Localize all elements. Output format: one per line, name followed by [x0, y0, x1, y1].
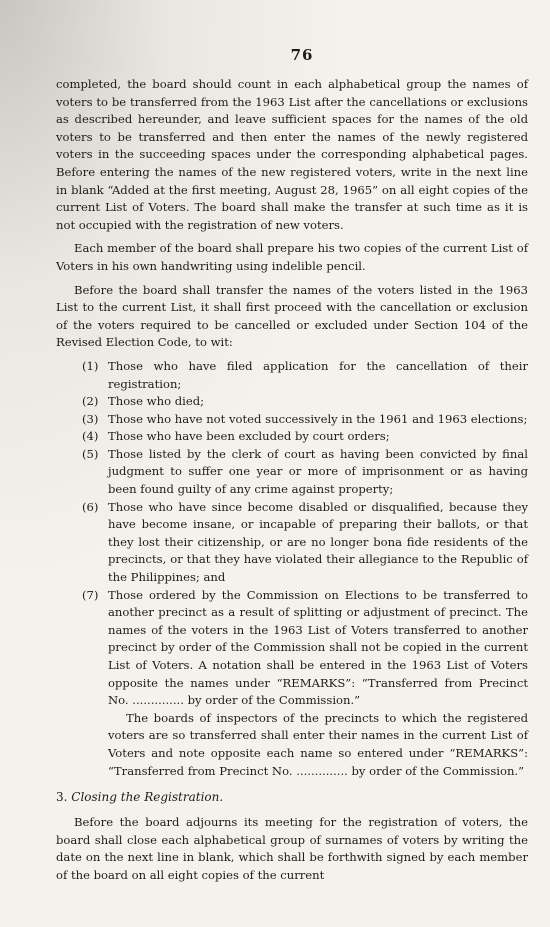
section-title: Closing the Registration.	[71, 790, 224, 805]
list-item	[56, 587, 528, 710]
paragraph-handwriting: Each member of the board shall prepare his two copies of the current List of Voters in his own handwriting using indelible pencil.	[56, 241, 528, 273]
list-item-text: Those who have been excluded by court orders;	[108, 429, 390, 444]
page-number: 76	[290, 46, 314, 64]
list-item	[56, 358, 528, 393]
list-item-text: Those ordered by the Commission on Elections to be transferred to another precinct as a result of splitting or adjustment of precinct. The names of the voters in the 1963 List of Voters transferred to another precinct by order of the Commission shall not be copied in the current List of Voters. A notation shall be entered in the 1963 List of Voters opposite the names under “REMARKS”: “Transferred from Precinct No. .............. by order of the Commission.”	[108, 587, 528, 708]
paragraph-closing: Before the board adjourns its meeting for the registration of voters, the board shall close each alphabetical group of surnames of voters by writing the date on the next line in blank, which shall be forthwith signed by each member of the board on all eight copies of the current	[56, 815, 528, 882]
paragraph-transfer: Before the board shall transfer the names of the voters listed in the 1963 List to the current List, it shall first proceed with the cancellation or exclusion of the voters required to be cancelled or excluded under Section 104 of the Revised Election Code, to wit:	[56, 282, 528, 350]
list-item	[56, 499, 528, 587]
list-item-text: Those who died;	[108, 394, 205, 409]
list-item-number: (2)	[82, 394, 99, 409]
cancellation-list	[56, 358, 528, 710]
section-number: 3.	[56, 790, 68, 805]
list-item-text: Those who have not voted successively in the 1961 and 1963 elections;	[108, 411, 528, 426]
list-item-text: Those listed by the clerk of court as having been convicted by final judgment to suffer one year or more of imprisonment or as having been found guilty of any crime against property;	[108, 446, 528, 497]
list-item-text: Those who have since become disabled or disqualified, because they have become insane, or incapable of preparing their ballots, or that they lost their citizenship, or are no longer bona fide residents of the precincts, or that they have violated their allegiance to the Republic of the Philippines; and	[108, 499, 528, 585]
list-item	[56, 428, 528, 446]
section-heading	[56, 790, 528, 804]
list-item-number: (5)	[82, 446, 99, 461]
list-item-text: Those who have filed application for the cancellation of their registration;	[108, 358, 528, 391]
list-item	[56, 411, 528, 429]
list-item-number: (3)	[82, 411, 99, 426]
list-item-number: (4)	[82, 429, 99, 444]
list-item-number: (7)	[82, 587, 99, 602]
list-item	[56, 393, 528, 411]
list-item	[56, 446, 528, 499]
paragraph-continuation: completed, the board should count in each alphabetical group the names of voters to be transferred from the 1963 List after the cancellations or exclusions as described hereunder, and leave sufficient spaces for the names of the old voters to be transferred and then enter the names of the newly registered voters in the succeeding spaces under the corresponding alphabetical pages. Before entering the names of the new registered voters, write in the next line in blank “Added at the first meeting, August 28, 1965” on all eight copies of the current List of Voters. The board shall make the transfer at such time as it is not occupied with the registration of new voters.	[56, 77, 528, 232]
item-7-note: The boards of inspectors of the precincts to which the registered voters are so transferred shall enter their names in the current List of Voters and note opposite each name so entered under “REMARKS”: “Transferred from Precinct No. .............. by order of the Commission.”	[108, 710, 528, 778]
list-item-number: (1)	[82, 358, 99, 373]
list-item-number: (6)	[82, 499, 99, 514]
